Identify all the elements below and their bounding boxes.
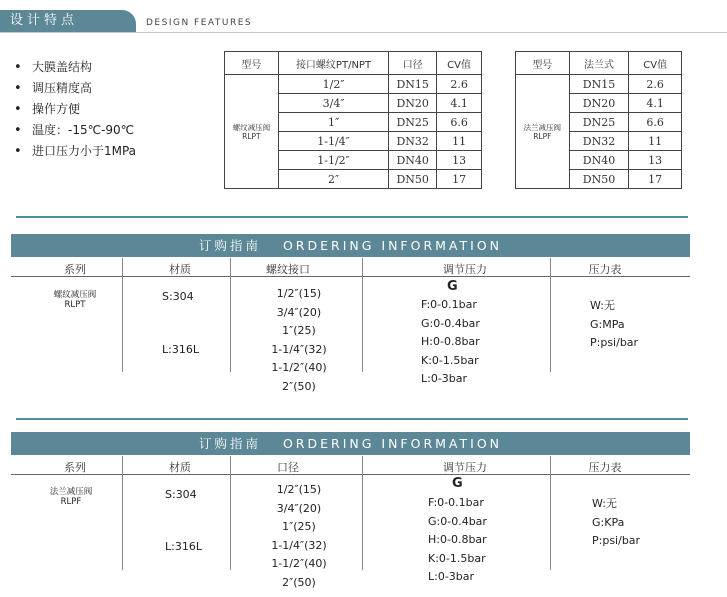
feature-text: 温度：-15℃-90℃ bbox=[32, 123, 135, 137]
section-title-tab: 设计特点 bbox=[0, 10, 136, 32]
feature-item bbox=[14, 57, 136, 78]
table-cell: DN25 bbox=[569, 113, 629, 132]
header-rule bbox=[11, 276, 690, 277]
pressure-option: F:0-0.1bar bbox=[421, 298, 477, 311]
table-cell: 1/2″ bbox=[278, 75, 389, 94]
model-cell bbox=[516, 75, 570, 189]
gauge-list bbox=[592, 495, 640, 551]
table-cell: DN20 bbox=[569, 94, 629, 113]
pressure-option: G:0-0.4bar bbox=[421, 316, 480, 330]
size-option: 1-1/2″(40) bbox=[271, 557, 327, 570]
table-cell: 17 bbox=[437, 170, 482, 189]
col-header-pressure: 调节压力 bbox=[443, 461, 487, 474]
spec-table-rlpt bbox=[224, 51, 482, 189]
series-code: RLPF bbox=[60, 497, 82, 507]
column-divider bbox=[230, 456, 231, 570]
column-divider bbox=[362, 258, 363, 372]
port-option: 1-1/4″(32) bbox=[271, 342, 327, 356]
table-cell: 1″ bbox=[278, 113, 389, 132]
pressure-option: H:0-0.8bar bbox=[428, 533, 487, 546]
pressure-option: H:0-0.8bar bbox=[421, 335, 480, 348]
port-option: 1″(25) bbox=[282, 324, 316, 337]
table-cell: DN25 bbox=[389, 113, 437, 132]
table-cell: DN20 bbox=[389, 94, 437, 113]
gauge-option: G:KPa bbox=[592, 515, 625, 529]
pressure-option: K:0-1.5bar bbox=[421, 353, 479, 367]
size-option: 2″(50) bbox=[282, 575, 316, 589]
table-cell: DN40 bbox=[389, 151, 437, 170]
table-cell: 1-1/2″ bbox=[278, 151, 389, 170]
feature-text: 操作方便 bbox=[32, 102, 81, 116]
table-cell: 2.6 bbox=[437, 75, 482, 94]
gauge-option: G:MPa bbox=[590, 317, 625, 331]
spec-table-rlpf bbox=[515, 51, 682, 189]
port-option: 3/4″(20) bbox=[276, 305, 322, 319]
model-name: 螺纹减压阀 bbox=[232, 122, 271, 132]
material-option: S:304 bbox=[162, 290, 194, 303]
col-header-model: 型号 bbox=[225, 52, 279, 75]
port-option: 2″(50) bbox=[282, 379, 316, 393]
size-option: 1″(25) bbox=[282, 520, 316, 533]
table-cell: DN50 bbox=[389, 170, 437, 189]
feature-list bbox=[14, 57, 136, 162]
pressure-option: G:0-0.4bar bbox=[428, 514, 487, 528]
table-cell: DN50 bbox=[569, 170, 629, 189]
col-header-size: 口径 bbox=[389, 52, 437, 75]
col-header-thread: 接口螺纹PT/NPT bbox=[278, 52, 389, 75]
pressure-option: L:0-3bar bbox=[421, 372, 468, 385]
header-underline bbox=[0, 32, 727, 33]
series-code: RLPT bbox=[64, 300, 86, 310]
size-option: 1-1/4″(32) bbox=[271, 538, 327, 552]
pressure-code: G bbox=[452, 476, 463, 491]
table-cell: DN15 bbox=[389, 75, 437, 94]
feature-item bbox=[14, 99, 136, 120]
column-divider bbox=[550, 456, 551, 570]
material-option: L:316L bbox=[162, 343, 199, 356]
gauge-option: W:无 bbox=[592, 497, 617, 510]
feature-item bbox=[14, 120, 136, 141]
model-code: RLPT bbox=[242, 131, 261, 141]
series-cell bbox=[36, 487, 106, 507]
pressure-option: L:0-3bar bbox=[428, 570, 475, 583]
feature-item bbox=[14, 78, 136, 99]
table-cell: DN32 bbox=[389, 132, 437, 151]
pressure-list bbox=[428, 494, 487, 587]
section-divider bbox=[16, 216, 688, 218]
column-divider bbox=[122, 258, 123, 372]
size-list bbox=[254, 481, 344, 592]
model-name: 法兰减压阀 bbox=[523, 122, 562, 132]
ordering-title-en: ORDERING INFORMATION bbox=[282, 238, 503, 253]
table-cell: 6.6 bbox=[629, 113, 682, 132]
series-name: 法兰减压阀 bbox=[49, 487, 93, 497]
col-header-series: 系列 bbox=[64, 461, 86, 474]
port-option: 1-1/2″(40) bbox=[271, 361, 327, 374]
ordering-title-en: ORDERING INFORMATION bbox=[282, 436, 503, 451]
col-header-port: 螺纹接口 bbox=[266, 263, 310, 276]
ordering-bar-rlpt bbox=[11, 234, 690, 257]
pressure-option: K:0-1.5bar bbox=[428, 551, 486, 565]
feature-item bbox=[14, 141, 136, 162]
table-cell: 11 bbox=[629, 132, 682, 151]
table-cell: 2″ bbox=[278, 170, 389, 189]
col-header-material: 材质 bbox=[169, 461, 191, 474]
series-cell bbox=[40, 290, 110, 310]
table-cell: 2.6 bbox=[629, 75, 682, 94]
size-option: 3/4″(20) bbox=[276, 501, 322, 515]
gauge-option: W:无 bbox=[590, 299, 615, 312]
table-cell: 3/4″ bbox=[278, 94, 389, 113]
table-cell: 6.6 bbox=[437, 113, 482, 132]
col-header-flange: 法兰式 bbox=[569, 52, 629, 75]
table-cell: DN40 bbox=[569, 151, 629, 170]
col-header-cv: CV值 bbox=[629, 52, 682, 75]
column-divider bbox=[362, 456, 363, 570]
feature-text: 进口压力小于1MPa bbox=[32, 144, 137, 158]
column-divider bbox=[122, 456, 123, 570]
ordering-title-cn: 订购指南 bbox=[198, 238, 261, 253]
section-divider bbox=[16, 418, 688, 420]
ordering-bar-rlpf bbox=[11, 432, 690, 455]
table-cell: 4.1 bbox=[629, 94, 682, 113]
model-code: RLPF bbox=[533, 131, 552, 141]
pressure-code: G bbox=[447, 279, 458, 294]
port-option: 1/2″(15) bbox=[276, 287, 322, 300]
table-cell: DN32 bbox=[569, 132, 629, 151]
ordering-title-cn: 订购指南 bbox=[198, 436, 261, 451]
section-subtitle: DESIGN FEATURES bbox=[146, 18, 253, 28]
table-cell: 1-1/4″ bbox=[278, 132, 389, 151]
gauge-option: P:psi/bar bbox=[590, 336, 639, 349]
gauge-option: P:psi/bar bbox=[592, 534, 641, 547]
table-cell: 13 bbox=[437, 151, 482, 170]
col-header-series: 系列 bbox=[64, 263, 86, 276]
series-name: 螺纹减压阀 bbox=[53, 290, 97, 300]
column-divider bbox=[230, 258, 231, 372]
size-option: 1/2″(15) bbox=[276, 483, 322, 496]
table-cell: 4.1 bbox=[437, 94, 482, 113]
column-divider bbox=[550, 258, 551, 372]
material-option: S:304 bbox=[165, 488, 197, 501]
header-rule bbox=[11, 474, 690, 475]
col-header-material: 材质 bbox=[169, 263, 191, 276]
col-header-size: 口径 bbox=[277, 461, 299, 474]
port-list bbox=[254, 285, 344, 396]
col-header-model: 型号 bbox=[516, 52, 570, 75]
table-cell: 11 bbox=[437, 132, 482, 151]
feature-text: 大膜盖结构 bbox=[32, 60, 93, 74]
pressure-option: F:0-0.1bar bbox=[428, 496, 484, 509]
gauge-list bbox=[590, 297, 638, 353]
col-header-gauge: 压力表 bbox=[588, 461, 622, 474]
feature-text: 调压精度高 bbox=[32, 81, 93, 95]
col-header-gauge: 压力表 bbox=[588, 263, 622, 276]
pressure-list bbox=[421, 296, 480, 389]
col-header-pressure: 调节压力 bbox=[443, 263, 487, 276]
col-header-cv: CV值 bbox=[437, 52, 482, 75]
table-cell: DN15 bbox=[569, 75, 629, 94]
table-cell: 13 bbox=[629, 151, 682, 170]
material-option: L:316L bbox=[165, 540, 202, 553]
table-cell: 17 bbox=[629, 170, 682, 189]
model-cell bbox=[225, 75, 279, 189]
